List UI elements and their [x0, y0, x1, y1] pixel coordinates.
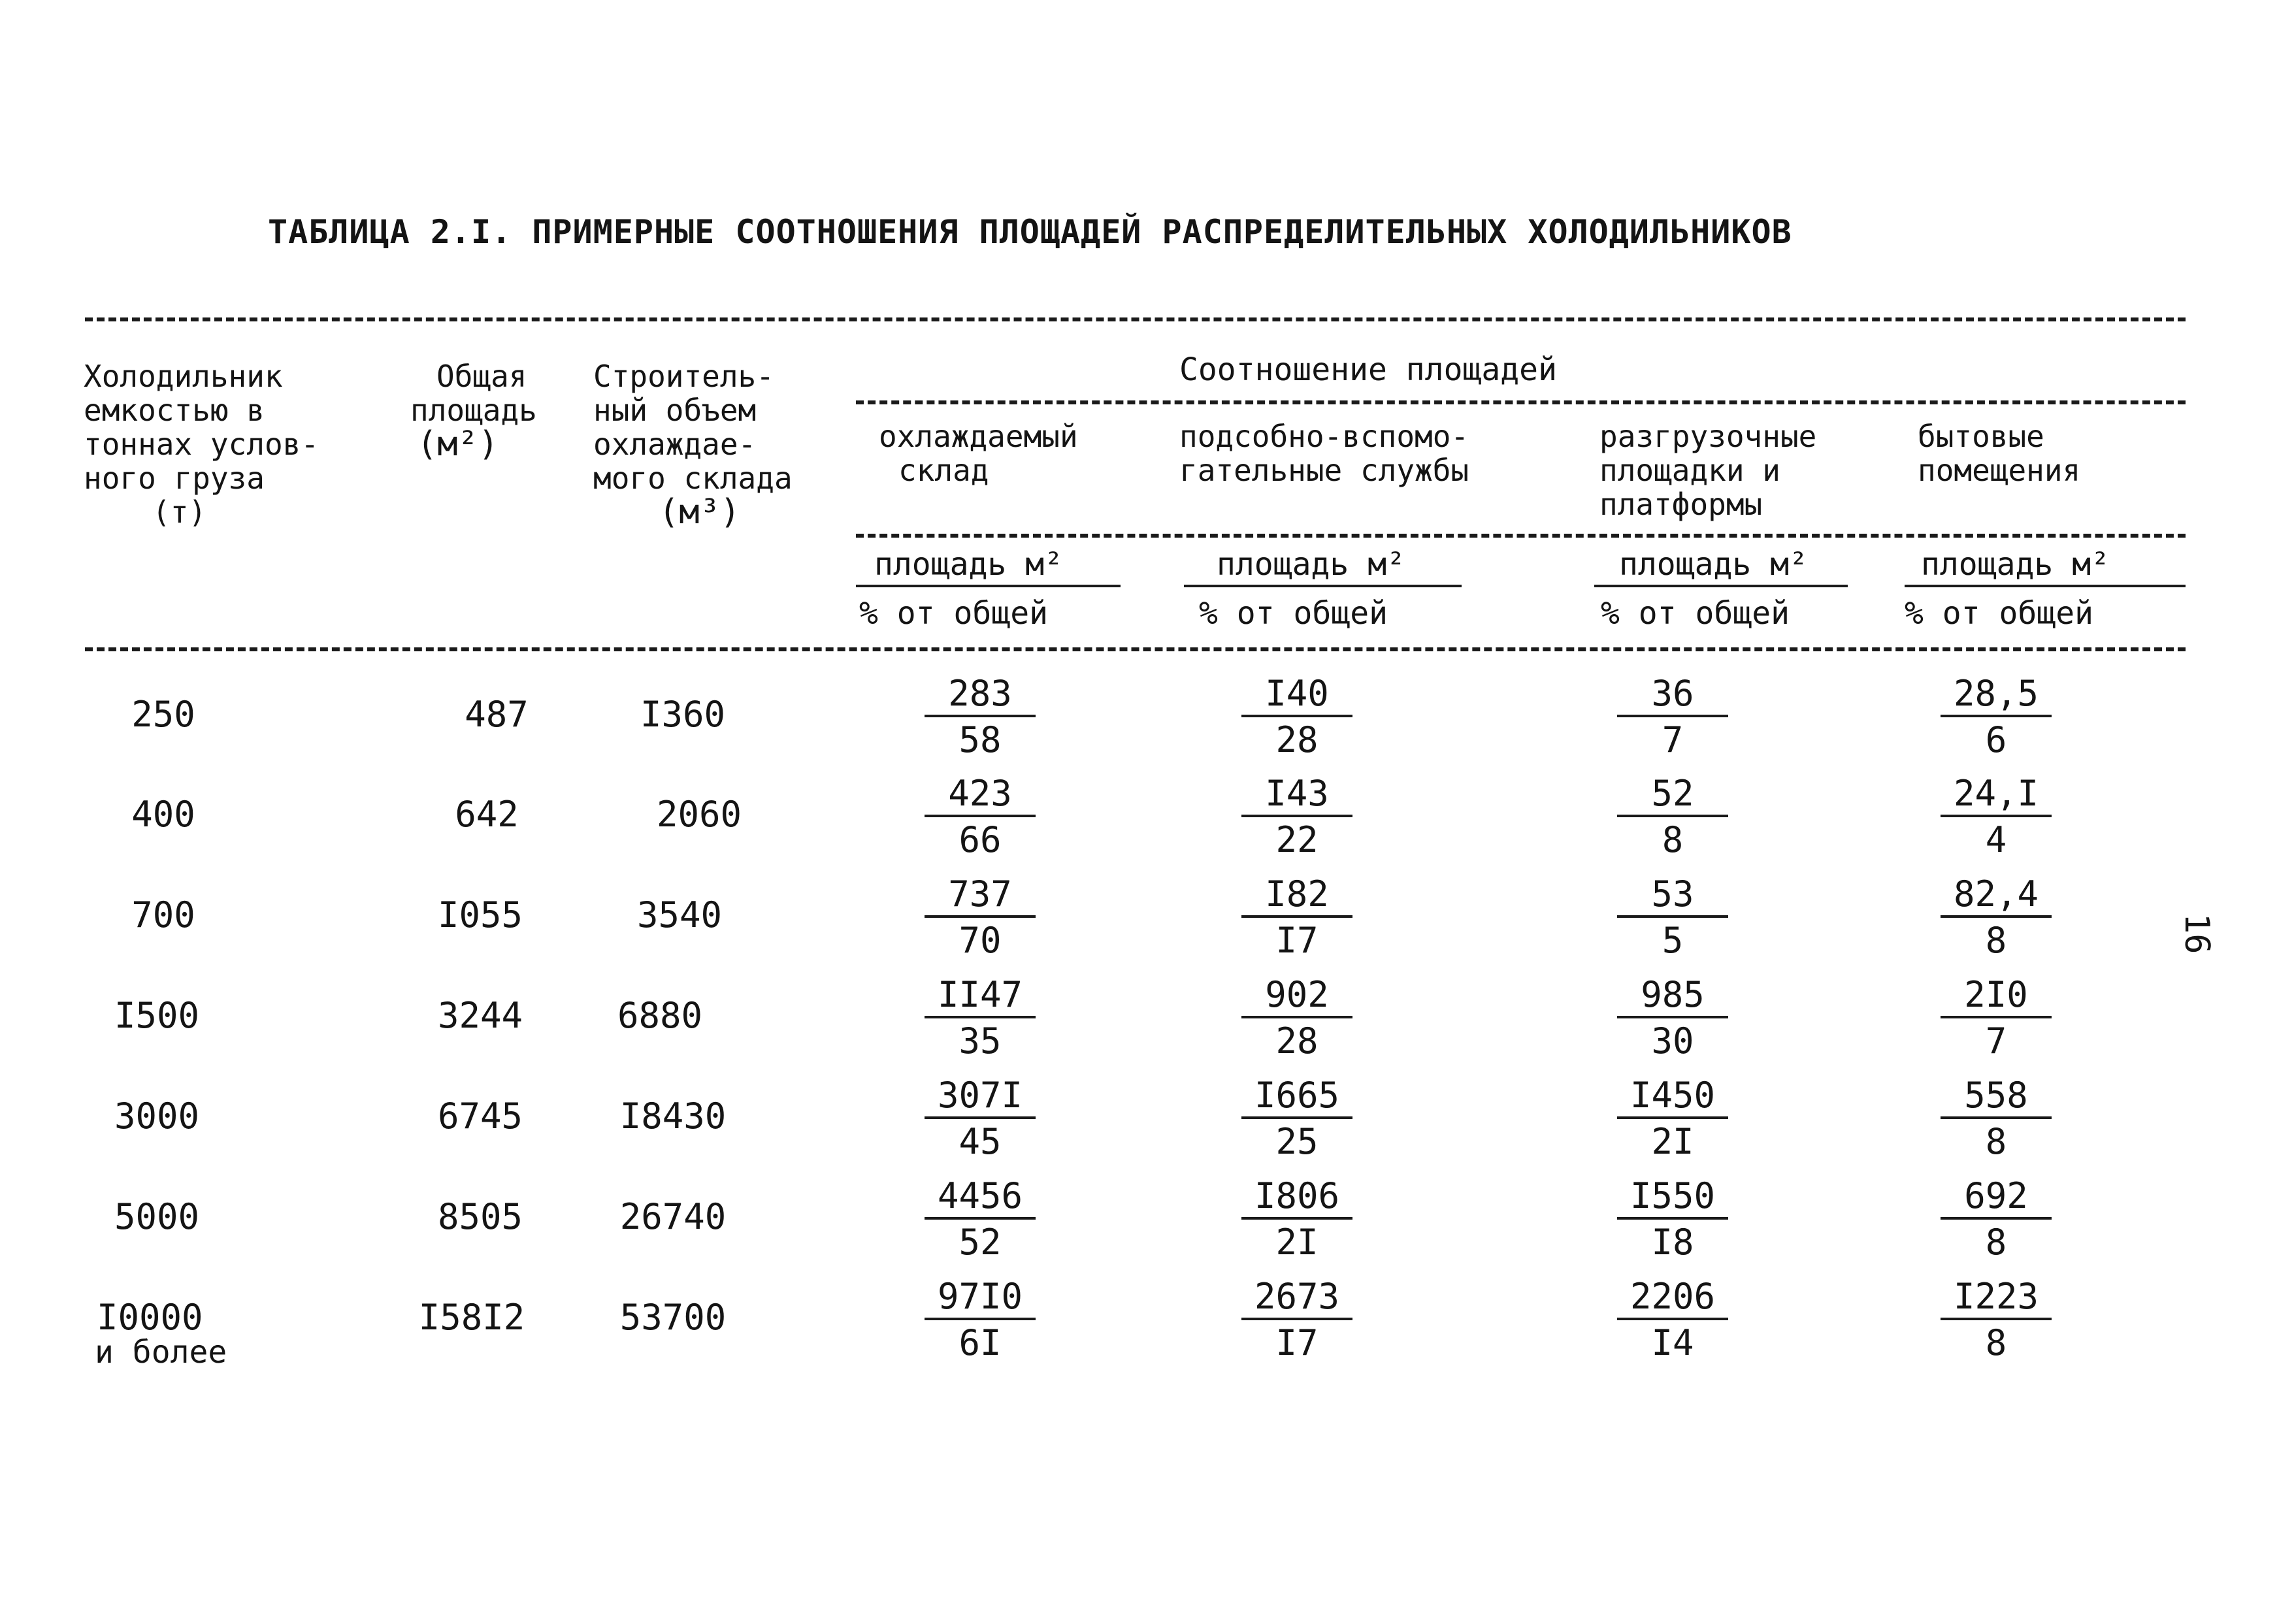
capacity-cell: I0000 — [97, 1297, 203, 1338]
percent-value: 45 — [959, 1121, 1002, 1162]
unloading-platforms-cell — [1617, 1175, 1728, 1265]
area-value: I806 — [1241, 1175, 1352, 1220]
volume-cell: 6880 — [617, 995, 703, 1036]
page-number: 16 — [2177, 913, 2216, 954]
header-total-area-line: площадь — [410, 393, 537, 428]
header-total-area-line: Общая — [436, 359, 527, 394]
auxiliary-services-cell — [1241, 1175, 1352, 1265]
area-value: 2I0 — [1941, 974, 2052, 1018]
cooled-storage-cell — [925, 974, 1036, 1064]
header-total-area — [410, 359, 537, 464]
percent-value: 6I — [959, 1322, 1002, 1363]
cooled-storage-cell — [925, 1276, 1036, 1366]
group-rule — [856, 400, 2186, 404]
area-value: 283 — [925, 673, 1036, 717]
total-area-cell: 3244 — [437, 995, 523, 1036]
percent-value: 8 — [1985, 1322, 2007, 1363]
pct-label-household: % от общей — [1905, 595, 2093, 632]
percent-value: 70 — [959, 920, 1002, 961]
area-value: 4456 — [925, 1175, 1036, 1220]
volume-cell: 26740 — [619, 1196, 727, 1237]
unit-underline — [1594, 585, 1848, 587]
header-cooled-storage — [879, 419, 1078, 487]
header-volume-line: мого склада — [593, 461, 793, 496]
header-auxiliary-services — [1179, 419, 1469, 487]
capacity-cell: 400 — [131, 794, 195, 835]
percent-value: 7 — [1662, 719, 1684, 760]
total-area-cell: 487 — [465, 694, 529, 735]
header-unloading-platforms-line: площадки и — [1599, 453, 1780, 488]
auxiliary-services-cell — [1241, 1276, 1352, 1366]
household-rooms-cell — [1941, 873, 2052, 964]
area-value: II47 — [925, 974, 1036, 1018]
percent-value: I4 — [1651, 1322, 1694, 1363]
area-value: I40 — [1241, 673, 1352, 717]
area-value: I43 — [1241, 773, 1352, 817]
unit-label-auxiliary: площадь м² — [1217, 546, 1405, 583]
header-volume-line: Строитель- — [593, 359, 774, 394]
header-unloading-platforms-line: платформы — [1599, 487, 1763, 522]
percent-value: I7 — [1275, 920, 1319, 961]
unloading-platforms-cell — [1617, 1276, 1728, 1366]
volume-cell: 2060 — [656, 794, 742, 835]
area-value: 558 — [1941, 1075, 2052, 1119]
percent-value: 28 — [1275, 1020, 1319, 1062]
area-value: 985 — [1617, 974, 1728, 1018]
household-rooms-cell — [1941, 773, 2052, 863]
header-capacity — [84, 359, 319, 529]
area-value: 692 — [1941, 1175, 2052, 1220]
area-value: 2206 — [1617, 1276, 1728, 1320]
percent-value: 7 — [1985, 1020, 2007, 1062]
header-capacity-line: ного груза — [84, 461, 265, 496]
capacity-cell: 700 — [131, 894, 195, 935]
area-value: 28,5 — [1941, 673, 2052, 717]
area-value: I223 — [1941, 1276, 2052, 1320]
unit-underline — [1184, 585, 1462, 587]
header-volume — [593, 359, 793, 532]
area-value: 2673 — [1241, 1276, 1352, 1320]
header-capacity-line: тоннах услов- — [84, 427, 320, 462]
header-unloading-platforms — [1599, 419, 1816, 521]
auxiliary-services-cell — [1241, 673, 1352, 763]
percent-value: 30 — [1651, 1020, 1694, 1062]
volume-cell: 3540 — [636, 894, 723, 935]
area-value: 53 — [1617, 873, 1728, 918]
header-bottom-rule — [85, 647, 2186, 651]
percent-value: 35 — [959, 1020, 1002, 1062]
auxiliary-services-cell — [1241, 773, 1352, 863]
top-rule — [85, 317, 2186, 321]
unit-label-unloading: площадь м² — [1619, 546, 1808, 583]
household-rooms-cell — [1941, 1276, 2052, 1366]
header-group: Соотношение площадей — [1179, 351, 1557, 388]
area-value: I82 — [1241, 873, 1352, 918]
percent-value: 22 — [1275, 819, 1319, 860]
unloading-platforms-cell — [1617, 1075, 1728, 1165]
unloading-platforms-cell — [1617, 773, 1728, 863]
header-volume-line: (м³) — [659, 493, 741, 532]
area-value: 24,I — [1941, 773, 2052, 817]
cooled-storage-cell — [925, 1175, 1036, 1265]
area-value: 737 — [925, 873, 1036, 918]
unit-label-household: площадь м² — [1921, 546, 2110, 583]
area-value: I665 — [1241, 1075, 1352, 1119]
unit-underline — [1905, 585, 2186, 587]
header-household-rooms — [1918, 419, 2080, 487]
percent-value: 8 — [1985, 1121, 2007, 1162]
pct-label-auxiliary: % от общей — [1199, 595, 1388, 632]
header-auxiliary-services-line: подсобно-вспомо- — [1179, 419, 1469, 454]
header-cooled-storage-line: склад — [898, 453, 989, 488]
unloading-platforms-cell — [1617, 974, 1728, 1064]
area-value: 97I0 — [925, 1276, 1036, 1320]
header-total-area-line: (м²) — [417, 425, 499, 464]
header-cooled-storage-line: охлаждаемый — [879, 419, 1078, 454]
percent-value: 8 — [1662, 819, 1684, 860]
area-value: I450 — [1617, 1075, 1728, 1119]
cooled-storage-cell — [925, 673, 1036, 763]
pct-label-cooled: % от общей — [859, 595, 1048, 632]
volume-cell: 53700 — [619, 1297, 727, 1338]
subheader-rule — [856, 534, 2186, 538]
unloading-platforms-cell — [1617, 673, 1728, 763]
percent-value: 66 — [959, 819, 1002, 860]
total-area-cell: 642 — [455, 794, 519, 835]
header-unloading-platforms-line: разгрузочные — [1599, 419, 1817, 454]
percent-value: 25 — [1275, 1121, 1319, 1162]
area-value: 82,4 — [1941, 873, 2052, 918]
area-value: 423 — [925, 773, 1036, 817]
header-household-rooms-line: помещения — [1918, 453, 2081, 488]
area-value: 307I — [925, 1075, 1036, 1119]
header-volume-line: охлаждае- — [593, 427, 757, 462]
cooled-storage-cell — [925, 1075, 1036, 1165]
percent-value: I7 — [1275, 1322, 1319, 1363]
capacity-cell: 250 — [131, 694, 195, 735]
percent-value: 2I — [1651, 1121, 1694, 1162]
area-value: I550 — [1617, 1175, 1728, 1220]
header-volume-line: ный объем — [593, 393, 757, 428]
header-capacity-line: емкостью в — [84, 393, 265, 428]
percent-value: 52 — [959, 1222, 1002, 1263]
capacity-cell: 3000 — [114, 1096, 200, 1137]
auxiliary-services-cell — [1241, 1075, 1352, 1165]
cooled-storage-cell — [925, 873, 1036, 964]
percent-value: 8 — [1985, 920, 2007, 961]
table-title: ТАБЛИЦА 2.I. ПРИМЕРНЫЕ СООТНОШЕНИЯ ПЛОЩАДЕЙ РАСПРЕДЕЛИТЕЛЬНЫХ ХОЛОДИЛЬНИКОВ — [268, 213, 1792, 251]
area-value: 52 — [1617, 773, 1728, 817]
percent-value: 2I — [1275, 1222, 1319, 1263]
unloading-platforms-cell — [1617, 873, 1728, 964]
percent-value: 5 — [1662, 920, 1684, 961]
household-rooms-cell — [1941, 974, 2052, 1064]
percent-value: 6 — [1985, 719, 2007, 760]
total-area-cell: I58I2 — [418, 1297, 525, 1338]
total-area-cell: I055 — [437, 894, 523, 935]
capacity-cell: I500 — [114, 995, 200, 1036]
percent-value: 8 — [1985, 1222, 2007, 1263]
capacity-cell-suffix: и более — [95, 1334, 227, 1371]
header-capacity-line: (т) — [152, 495, 207, 530]
household-rooms-cell — [1941, 1175, 2052, 1265]
unit-label-cooled: площадь м² — [874, 546, 1063, 583]
area-value: 36 — [1617, 673, 1728, 717]
household-rooms-cell — [1941, 1075, 2052, 1165]
auxiliary-services-cell — [1241, 974, 1352, 1064]
percent-value: 58 — [959, 719, 1002, 760]
header-auxiliary-services-line: гательные службы — [1179, 453, 1469, 488]
cooled-storage-cell — [925, 773, 1036, 863]
volume-cell: I360 — [640, 694, 726, 735]
area-value: 902 — [1241, 974, 1352, 1018]
household-rooms-cell — [1941, 673, 2052, 763]
header-capacity-line: Холодильник — [84, 359, 283, 394]
total-area-cell: 8505 — [437, 1196, 523, 1237]
capacity-cell: 5000 — [114, 1196, 200, 1237]
total-area-cell: 6745 — [437, 1096, 523, 1137]
percent-value: 28 — [1275, 719, 1319, 760]
pct-label-unloading: % от общей — [1601, 595, 1790, 632]
unit-underline — [856, 585, 1121, 587]
header-household-rooms-line: бытовые — [1918, 419, 2044, 454]
percent-value: 4 — [1985, 819, 2007, 860]
percent-value: I8 — [1651, 1222, 1694, 1263]
auxiliary-services-cell — [1241, 873, 1352, 964]
volume-cell: I8430 — [619, 1096, 727, 1137]
